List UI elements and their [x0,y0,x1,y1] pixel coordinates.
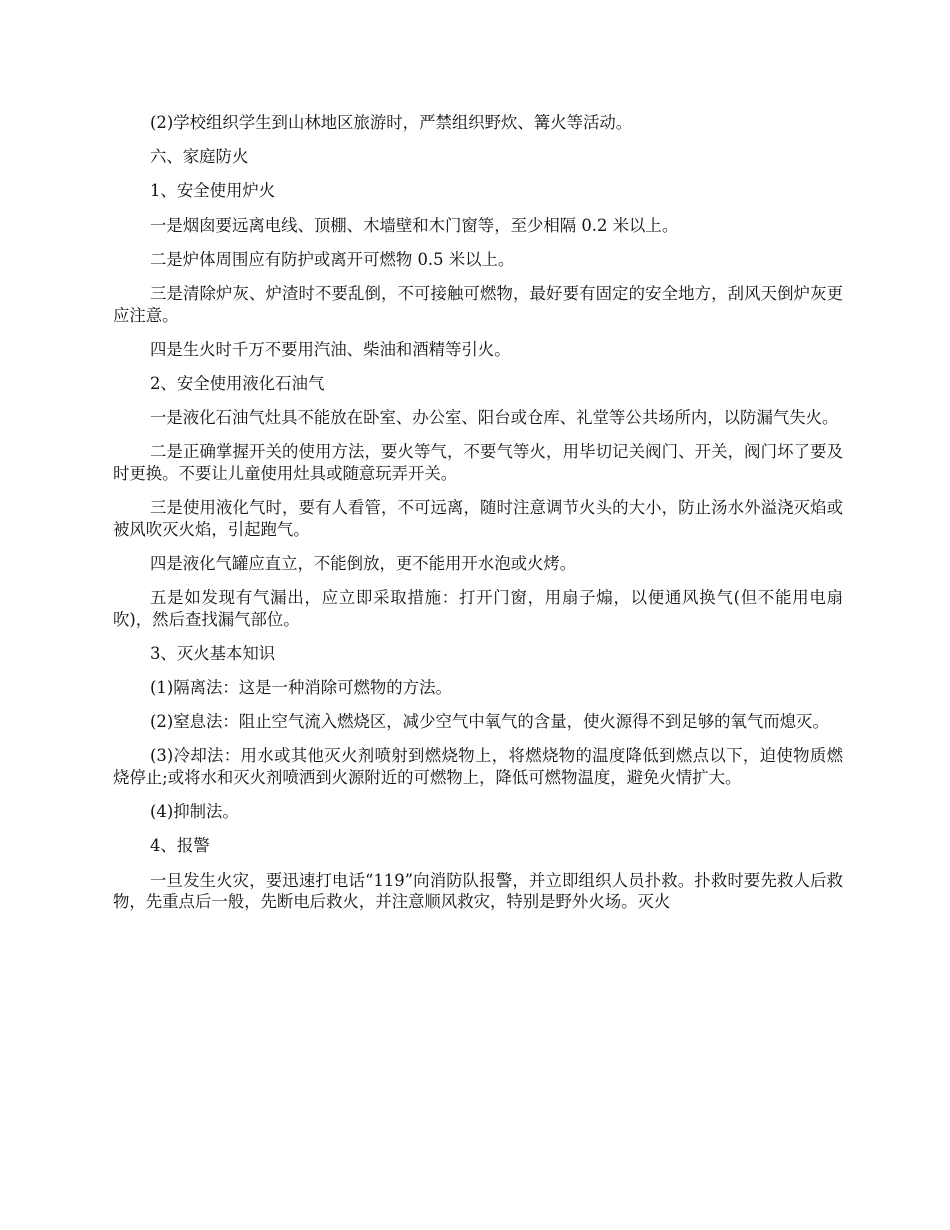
paragraph-lpg-supervision: 三是使用液化气时，要有人看管，不可远离，随时注意调节火头的大小，防止汤水外溢浇灭焰或被风吹灭火焰，引起跑气。 [113,498,843,539]
paragraph-lpg-placement: 一是液化石油气灶具不能放在卧室、办公室、阳台或仓库、礼堂等公共场所内，以防漏气失火。 [150,408,839,428]
paragraph-chimney-distance: 一是烟囱要远离电线、顶棚、木墙壁和木门窗等，至少相隔 0.2 米以上。 [150,215,679,235]
paragraph-report-fire-119: 一旦发生火灾，要迅速打电话“119”向消防队报警，并立即组织人员扑救。扑救时要先救人后救物，先重点后一般，先断电后救火，并注意顺风救灾，特别是野外火场。灭火 [113,870,843,912]
paragraph-ash-disposal: 三是清除炉灰、炉渣时不要乱倒，不可接触可燃物，最好要有固定的安全地方，刮风天倒炉灰更应注意。 [113,283,843,325]
paragraph-lpg-leak-response: 五是如发现有气漏出，应立即采取措施：打开门窗，用扇子煽，以便通风换气(但不能用电扇吹)，然后查找漏气部位。 [113,588,843,629]
paragraph-lpg-switch-usage: 二是正确掌握开关的使用方法，要火等气，不要气等火，用毕切记关阀门、开关，阀门坏了要及时更换。不要让儿童使用灶具或随意玩弄开关。 [113,442,843,483]
paragraph-no-fuel-ignition: 四是生火时千万不要用汽油、柴油和酒精等引火。 [150,339,511,359]
paragraph-suppression-method: (4)抑制法。 [150,802,239,822]
paragraph-school-campfire-ban: (2)学校组织学生到山林地区旅游时，严禁组织野炊、篝火等活动。 [150,113,633,132]
subheading-fire-alarm: 4、报警 [150,836,210,856]
subheading-firefighting-basics: 3、灭火基本知识 [150,643,276,663]
document-page [113,112,843,925]
paragraph-lpg-tank-upright: 四是液化气罐应直立，不能倒放，更不能用开水泡或火烤。 [150,553,577,573]
subheading-lpg-safety: 2、安全使用液化石油气 [150,373,325,393]
heading-home-fire-prevention: 六、家庭防火 [150,147,249,167]
paragraph-isolation-method: (1)隔离法：这是一种消除可燃物的方法。 [150,678,452,697]
subheading-stove-safety: 1、安全使用炉火 [150,181,276,201]
paragraph-suffocation-method: (2)窒息法：阻止空气流入燃烧区，减少空气中氧气的含量，使火源得不到足够的氧气而熄灭。 [150,712,829,732]
paragraph-stove-body-distance: 二是炉体周围应有防护或离开可燃物 0.5 米以上。 [150,249,515,269]
paragraph-cooling-method: (3)冷却法：用水或其他灭火剂喷射到燃烧物上，将燃烧物的温度降低到燃点以下，迫使物质燃烧停止;或将水和灭火剂喷洒到火源附近的可燃物上，降低可燃物温度，避免火情扩大。 [113,746,843,787]
